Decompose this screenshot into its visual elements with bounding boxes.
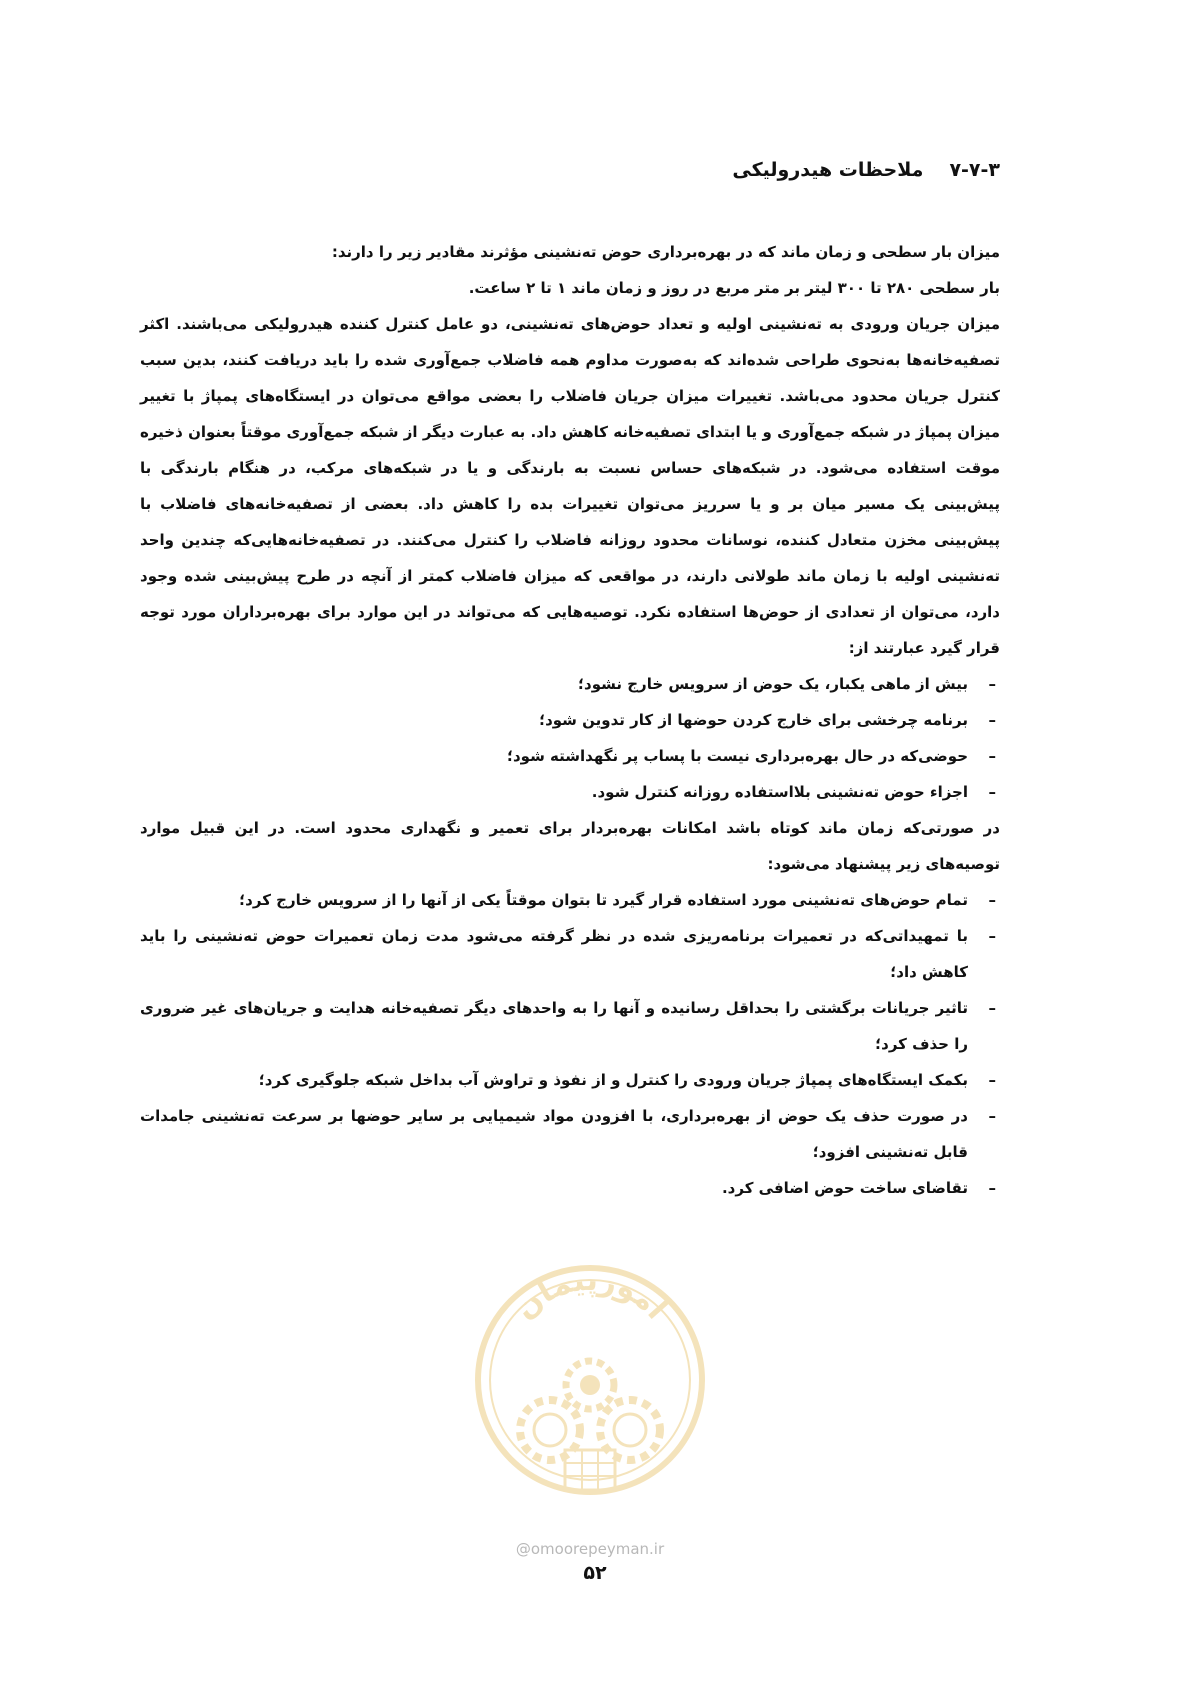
loading-paragraph: بار سطحی ۲۸۰ تا ۳۰۰ لیتر بر متر مربع در روز و زمان ماند ۱ تا ۲ ساعت. [468,279,1000,297]
body-text [140,234,1000,1206]
list-item: – تمام حوض‌های ته‌نشینی مورد استفاده قرار گیرد تا بتوان موقتاً یکی از آنها را از سرویس خارج کرد؛ [140,882,1000,918]
bullet-dash: – [988,747,996,765]
flow-control-paragraph: میزان جریان ورودی به ته‌نشینی اولیه و تعداد حوض‌های ته‌نشینی، دو عامل کنترل کننده هیدرولیکی می‌باشند. اکثر تصفیه‌خانه‌ها به‌نحوی طراحی شده‌اند که به‌صورت مداوم همه فاضلاب جمع‌آوری شده را باید دریافت کنند، بدین سبب کنترل جریان محدود می‌باشد. تغییرات میزان جریان فاضلاب را بعضی مواقع می‌توان در ایستگاه‌های پمپاژ با تغییر میزان پمپاژ در شبکه جمع‌آوری و یا ابتدای تصفیه‌خانه کاهش داد. به عبارت دیگر از شبکه جمع‌آوری موقتاً بعنوان ذخیره موقت استفاده می‌شود. در شبکه‌های حساس نسبت به بارندگی و یا در شبکه‌های مرکب، در هنگام بارندگی با پیش‌بینی یک مسیر میان بر و یا سرریز می‌توان تغییرات بده را کاهش داد. بعضی از تصفیه‌خانه‌های فاضلاب با پیش‌بینی مخزن متعادل کننده، نوسانات محدود روزانه فاضلاب را کنترل می‌کنند. در تصفیه‌خانه‌هایی‌که چندین واحد ته‌نشینی اولیه با زمان ماند طولانی دارند، در مواقعی که میزان فاضلاب کمتر از آنچه در طرح پیش‌بینی شده وجود دارد، می‌توان از تعدادی از حوض‌ها استفاده نکرد. توصیه‌هایی که می‌تواند در این موارد برای بهره‌برداران مورد توجه قرار گیرد عبارتند از: [140,315,1000,657]
bullet-dash: – [988,783,996,801]
bullet-dash: – [988,675,996,693]
list-item: – برنامه چرخشی برای خارج کردن حوضها از کار تدوین شود؛ [140,702,1000,738]
bullet-dash: – [988,927,996,945]
page-number: ۵۲ [583,1562,607,1584]
short-detention-paragraph: در صورتی‌که زمان ماند کوتاه باشد امکانات بهره‌بردار برای تعمیر و نگهداری محدود است. در این قبیل موارد توصیه‌های زیر پیشنهاد می‌شود: [140,819,1000,873]
intro-paragraph: میزان بار سطحی و زمان ماند که در بهره‌برداری حوض ته‌نشینی مؤثرند مقادیر زیر را دارند: [331,243,1000,261]
list-item: – تقاضای ساخت حوض اضافی کرد. [140,1170,1000,1206]
list-item: – بکمک ایستگاه‌های پمپاژ جریان ورودی را کنترل و از نفوذ و تراوش آب بداخل شبکه جلوگیری کرد؛ [140,1062,1000,1098]
list-item: – با تمهیداتی‌که در تعمیرات برنامه‌ریزی شده در نظر گرفته می‌شود مدت زمان تعمیرات حوض ته‌نشینی را باید کاهش داد؛ [140,918,1000,990]
watermark-logo-icon [465,1245,715,1520]
bullet-dash: – [988,1107,996,1125]
watermark-url: @omoorepeyman.ir [515,1540,665,1558]
list-item: – بیش از ماهی یکبار، یک حوض از سرویس خارج نشود؛ [140,666,1000,702]
section-heading [200,150,1000,190]
section-number: ۷-۷-۳ [949,159,1000,181]
list-item: – حوضی‌که در حال بهره‌برداری نیست با پساب پر نگهداشته شود؛ [140,738,1000,774]
bullet-dash: – [988,999,996,1017]
recommendation-list [140,666,1000,810]
bullet-dash: – [988,891,996,909]
bullet-dash: – [988,711,996,729]
section-title: ملاحظات هیدرولیکی [732,159,924,181]
bullet-dash: – [988,1179,996,1197]
list-item: – تاثیر جریانات برگشتی را بحداقل رسانیده و آنها را به واحدهای دیگر تصفیه‌خانه هدایت و جریان‌های غیر ضروری را حذف کرد؛ [140,990,1000,1062]
watermark-logo-text: امورپیمان [507,1262,674,1327]
bullet-dash: – [988,1071,996,1089]
list-item: – اجزاء حوض ته‌نشینی بلااستفاده روزانه کنترل شود. [140,774,1000,810]
list-item: – در صورت حذف یک حوض از بهره‌برداری، با افزودن مواد شیمیایی بر سایر حوضها بر سرعت ته‌نشینی جامدات قابل ته‌نشینی افزود؛ [140,1098,1000,1170]
short-detention-list [140,882,1000,1206]
